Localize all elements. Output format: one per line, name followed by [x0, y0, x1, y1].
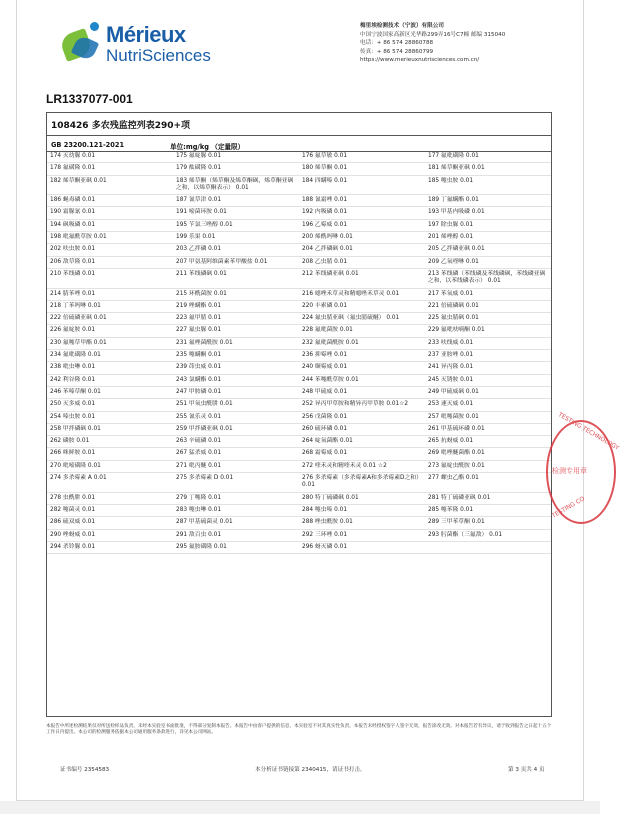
table-cell: 294 杀铃脲 0.01 — [50, 543, 96, 550]
table-cell: 263 辛硫磷 0.01 — [176, 438, 222, 445]
table-cell: 254 嗪虫胺 0.01 — [50, 413, 96, 420]
table-cell: 179 酞磺隆 0.01 — [176, 165, 222, 172]
testing-seal-stamp — [546, 411, 620, 524]
table-row — [47, 448, 551, 460]
table-cell: 217 苯氧威 0.01 — [428, 290, 474, 297]
table-cell: 240 缬霉威 0.01 — [302, 364, 348, 371]
report-disclaimer: 本报告中所述检测结果仅对所送检样品负责。未经本实验室书面批准，不得部分复制本报告。本报告中由客户提供的信息，本实验室不对其真实性负责。本报告未经授权签字人签字无效，报告涂改无效。对本报告若有异议，请于收到报告之日起十五个工作日内提出。本公司的检测服务依据本公司通用服务条款进行，详见本公司网站。 — [46, 724, 552, 736]
table-row — [47, 412, 551, 424]
table-cell: 271 吡丙醚 0.01 — [176, 462, 222, 469]
table-cell: 232 氟吡菌酰胺 0.01 — [302, 339, 359, 346]
table-cell: 252 异丙甲草胺和精异丙甲草胺 0.01☆2 — [302, 401, 409, 408]
table-row — [47, 269, 551, 289]
table-cell: 218 丁苯吗啉 0.01 — [50, 302, 101, 309]
table-cell: 264 啶氧菌酯 0.01 — [302, 438, 353, 445]
table-cell: 258 甲拌磷砜 0.01 — [50, 425, 101, 432]
table-cell: 183 烯草酮（烯草酮及烯草酮砜，烯草酮亚砜之和，以烯草酮表示） 0.01 — [176, 177, 294, 191]
table-cell: 210 苯线磷 0.01 — [50, 270, 96, 277]
company-tel: 电话：+ 86 574 28860788 — [360, 40, 434, 46]
table-row — [47, 473, 551, 493]
seal-text-top: TESTING TECHNOLOGY — [556, 411, 620, 452]
table-cell: 287 甲基硫菌灵 0.01 — [176, 519, 233, 526]
table-row — [47, 325, 551, 337]
table-cell: 253 速灭威 0.01 — [428, 401, 474, 408]
table-cell: 242 利谷隆 0.01 — [50, 376, 96, 383]
table-cell: 197 除虫脲 0.01 — [428, 221, 474, 228]
table-cell: 231 氟唑菌酰胺 0.01 — [176, 339, 233, 346]
table-cell — [425, 542, 551, 553]
table-cell: 262 磷胺 0.01 — [50, 438, 90, 445]
table-cell: 249 甲硫威砜 0.01 — [428, 388, 479, 395]
table-row — [47, 362, 551, 374]
table-cell: 277 螺虫乙酯 0.01 — [428, 475, 479, 482]
table-cell: 225 氟虫腈砜 0.01 — [428, 315, 479, 322]
table-cell: 296 蚜灭磷 0.01 — [302, 543, 348, 550]
table-unit: 单位:mg/kg （定量限） — [170, 143, 245, 151]
table-cell: 223 氟甲腈 0.01 — [176, 315, 222, 322]
table-cell: 211 苯线磷砜 0.01 — [176, 270, 227, 277]
table-cell: 238 吡虫啉 0.01 — [50, 364, 96, 371]
table-row — [47, 493, 551, 505]
table-cell: 220 丰索磷 0.01 — [302, 302, 348, 309]
table-cell: 272 喹禾灵和精喹禾灵 0.01 ☆2 — [302, 462, 387, 469]
table-row — [47, 207, 551, 219]
seal-text-bottom: TESTING CO — [550, 495, 586, 520]
table-cell: 247 甲胺磷 0.01 — [176, 388, 222, 395]
table-cell: 290 唑蚜威 0.01 — [50, 531, 96, 538]
table-cell: 185 噻虫胺 0.01 — [428, 177, 474, 184]
table-cell: 293 肟菌酯（三氟敌） 0.01 — [428, 531, 503, 538]
table-cell: 269 吡唑醚菌酯 0.01 — [428, 450, 485, 457]
table-row — [47, 461, 551, 473]
table-row — [47, 542, 551, 554]
table-cell: 204 乙拌磷砜 0.01 — [302, 246, 353, 253]
table-cell: 194 砜吸磷 0.01 — [50, 221, 96, 228]
table-cell: 216 噁唑禾草灵和精噁唑禾草灵 0.01 — [302, 290, 400, 297]
table-cell: 292 三环唑 0.01 — [302, 531, 348, 538]
page-number: 第 3 页共 4 页 — [508, 767, 545, 773]
table-cell: 278 虫酰肼 0.01 — [50, 494, 96, 501]
table-row — [47, 338, 551, 350]
table-cell: 285 噻苯隆 0.01 — [428, 506, 474, 513]
table-cell: 289 三甲苯草酮 0.01 — [428, 519, 485, 526]
table-cell: 198 吡氟酰草胺 0.01 — [50, 234, 107, 241]
table-cell: 227 氟虫脲 0.01 — [176, 327, 222, 334]
table-cell: 281 特丁硫磷亚砜 0.01 — [428, 494, 491, 501]
table-cell: 279 丁噻隆 0.01 — [176, 494, 222, 501]
company-name: 梅里埃检测技术（宁波）有限公司 — [360, 23, 444, 29]
table-cell: 208 乙虫腈 0.01 — [302, 258, 348, 265]
table-cell: 201 烯唑醇 0.01 — [428, 234, 474, 241]
table-cell: 265 抗蚜威 0.01 — [428, 438, 474, 445]
table-row — [47, 151, 551, 163]
table-cell: 212 苯线磷亚砜 0.01 — [302, 270, 359, 277]
table-cell: 209 乙氧喹啉 0.01 — [428, 258, 479, 265]
table-cell: 251 甲氧虫酰肼 0.01 — [176, 401, 233, 408]
table-cell: 266 咪鲜胺 0.01 — [50, 450, 96, 457]
table-cell: 268 霜霉威 0.01 — [302, 450, 348, 457]
table-cell: 283 噻虫啉 0.01 — [176, 506, 222, 513]
table-cell: 195 苄氯三唑醇 0.01 — [176, 221, 233, 228]
table-row — [47, 517, 551, 529]
table-cell: 184 四螨嗪 0.01 — [302, 177, 348, 184]
table-cell: 270 吡嘧磺隆 0.01 — [50, 462, 101, 469]
table-cell: 267 猛杀威 0.01 — [176, 450, 222, 457]
table-cell: 189 丁氟螨酯 0.01 — [428, 197, 479, 204]
company-fax: 传真：+ 86 574 28860799 — [360, 48, 434, 55]
table-cell: 282 噻菌灵 0.01 — [50, 506, 96, 513]
table-row — [47, 289, 551, 301]
table-cell: 284 噻虫嗪 0.01 — [302, 506, 348, 513]
footer-center-text: 本分析证书链接第 2340415，请证书打击。 — [255, 767, 366, 773]
certificate-number: 证书编号 2354583 — [60, 767, 110, 773]
table-cell: 245 灭锈胺 0.01 — [428, 376, 474, 383]
table-cell: 261 甲基硫环磷 0.01 — [428, 425, 485, 432]
table-cell: 182 烯草酮亚砜 0.01 — [50, 177, 107, 184]
table-cell: 175 氟啶脲 0.01 — [176, 153, 222, 159]
brand-subname: NutriSciences — [106, 46, 211, 65]
table-cell: 224 氟虫腈亚砜（氟虫腈硫醚） 0.01 — [302, 315, 400, 322]
table-cell: 274 多杀霉素 A 0.01 — [50, 475, 107, 482]
table-cell: 236 抑霉唑 0.01 — [302, 352, 348, 359]
table-row — [47, 387, 551, 399]
table-cell: 205 乙拌磷亚砜 0.01 — [428, 246, 485, 253]
table-cell: 228 氟吡菌胺 0.01 — [302, 327, 353, 334]
table-cell: 200 烯酰吗啉 0.01 — [302, 234, 353, 241]
table-standard: GB 23200.121-2021 — [51, 141, 125, 149]
table-cell: 248 甲硫威 0.01 — [302, 388, 348, 395]
table-row — [47, 163, 551, 175]
table-row — [47, 232, 551, 244]
table-title: 108426 多农残监控列表290+项 — [51, 121, 191, 131]
viewer-background — [0, 801, 600, 814]
table-cell: 221 倍硫磷砜 0.01 — [428, 302, 479, 309]
table-cell: 257 吡噻菌胺 0.01 — [428, 413, 479, 420]
table-row — [47, 244, 551, 256]
table-cell: 275 多杀霉素 D 0.01 — [176, 475, 234, 482]
company-url: https://www.merieuxnutrisciences.com.cn/ — [360, 57, 480, 63]
table-row — [47, 399, 551, 411]
table-row — [47, 257, 551, 269]
table-cell: 243 氯螨酯 0.01 — [176, 376, 222, 383]
table-cell: 273 氟啶虫酰胺 0.01 — [428, 462, 485, 469]
table-cell: 234 氟吡磺隆 0.01 — [50, 352, 101, 359]
table-cell: 187 氰草津 0.01 — [176, 197, 222, 204]
table-cell: 286 硫双威 0.01 — [50, 519, 96, 526]
table-row — [47, 313, 551, 325]
table-row — [47, 530, 551, 542]
table-cell: 244 苯噻酰草胺 0.01 — [302, 376, 359, 383]
logo-dot-icon — [90, 22, 99, 31]
table-cell: 190 霜脲氰 0.01 — [50, 209, 96, 216]
table-cell: 214 腈苯唑 0.01 — [50, 290, 96, 297]
table-cell: 259 甲拌磷亚砜 0.01 — [176, 425, 233, 432]
table-cell: 196 乙霉威 0.01 — [302, 221, 348, 228]
table-cell: 280 特丁硫磷砜 0.01 — [302, 494, 359, 501]
table-cell: 177 氟吡磺隆 0.01 — [428, 153, 479, 159]
company-info — [360, 22, 505, 65]
table-row — [47, 220, 551, 232]
table-cell: 215 环酰菌胺 0.01 — [176, 290, 227, 297]
table-cell: 188 氰霜唑 0.01 — [302, 197, 348, 204]
table-cell: 255 氰乐灵 0.01 — [176, 413, 222, 420]
table-divider — [47, 135, 551, 136]
table-cell: 246 苯嗪草酮 0.01 — [50, 388, 101, 395]
table-cell: 180 烯草酮 0.01 — [302, 165, 348, 172]
table-cell: 186 蝇毒磷 0.01 — [50, 197, 96, 204]
merieux-logo — [52, 20, 212, 66]
residue-table — [46, 112, 552, 717]
table-cell: 229 氟吡呋喃酮 0.01 — [428, 327, 485, 334]
table-cell: 233 呋线威 0.01 — [428, 339, 474, 346]
company-address: 中国宁波国家高新区光华路299弄16号C7幢 邮编 315040 — [360, 31, 506, 38]
table-row — [47, 195, 551, 207]
table-cell: 178 氟磺隆 0.01 — [50, 165, 96, 172]
table-row — [47, 350, 551, 362]
table-row — [47, 505, 551, 517]
brand-name: Mérieux — [106, 22, 186, 47]
table-cell: 250 灭多威 0.01 — [50, 401, 96, 408]
table-cell: 288 唑虫酰胺 0.01 — [302, 519, 353, 526]
table-cell: 219 唑螨酯 0.01 — [176, 302, 222, 309]
table-cell: 226 氟啶胺 0.01 — [50, 327, 96, 334]
table-cell: 239 茚虫威 0.01 — [176, 364, 222, 371]
table-cell: 199 乐果 0.01 — [176, 234, 216, 241]
table-row — [47, 424, 551, 436]
table-cell: 230 氟噻草甲酯 0.01 — [50, 339, 107, 346]
table-cell: 203 乙拌磷 0.01 — [176, 246, 222, 253]
table-cell: 213 苯线磷（苯线磷及苯线磷砜，苯线磷亚砜之和，以苯线磷表示） 0.01 — [428, 270, 546, 285]
report-number: LR1337077-001 — [46, 92, 133, 106]
table-cell: 235 噻螨酮 0.01 — [176, 352, 222, 359]
table-cell: 241 异丙隆 0.01 — [428, 364, 474, 371]
table-cell: 191 嘧菌环胺 0.01 — [176, 209, 227, 216]
table-cell: 295 氟胺磺隆 0.01 — [176, 543, 227, 550]
table-cell: 291 敌百虫 0.01 — [176, 531, 222, 538]
table-cell: 222 倍硫磷亚砜 0.01 — [50, 315, 107, 322]
table-cell: 237 亚胺唑 0.01 — [428, 352, 474, 359]
table-cell: 176 氟草敏 0.01 — [302, 153, 348, 159]
table-cell: 207 甲氨基阿维菌素苯甲酸盐 0.01 — [176, 258, 268, 265]
table-cell: 192 内吸磷 0.01 — [302, 209, 348, 216]
table-cell: 260 硫环磷 0.01 — [302, 425, 348, 432]
table-row — [47, 375, 551, 387]
table-cell: 193 甲基内吸磷 0.01 — [428, 209, 485, 216]
seal-text-middle: 检测专用章 — [552, 467, 587, 475]
table-cell: 206 敌草隆 0.01 — [50, 258, 96, 265]
table-cell: 256 戊菌隆 0.01 — [302, 413, 348, 420]
table-row — [47, 176, 551, 196]
table-cell: 202 呋虫胺 0.01 — [50, 246, 96, 253]
table-grid — [47, 151, 551, 554]
table-cell: 174 灭幼脲 0.01 — [50, 153, 96, 159]
table-cell: 181 烯草酮亚砜 0.01 — [428, 165, 485, 172]
table-cell: 276 多杀霉素（多杀霉素A和多杀霉素D之和） 0.01 — [302, 475, 422, 489]
table-row — [47, 301, 551, 313]
table-row — [47, 436, 551, 448]
